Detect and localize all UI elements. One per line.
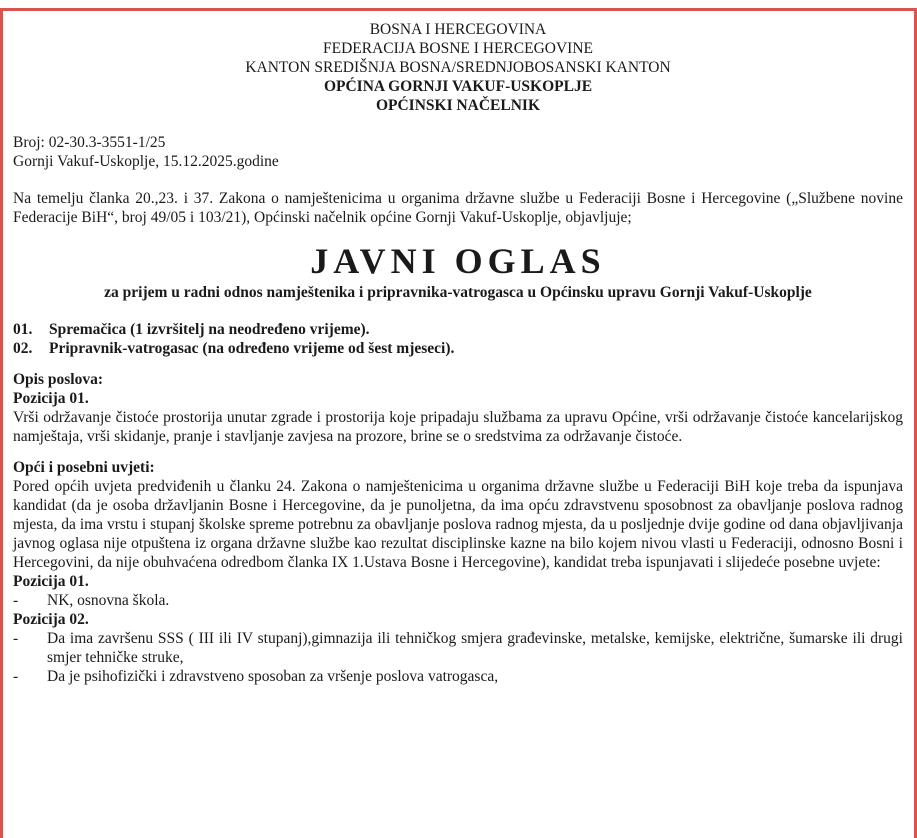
position-number: 02. xyxy=(13,340,33,357)
intro-paragraph: Na temelju članka 20.,23. i 37. Zakona o namještenicima u organima državne službe u Federaciji Bosne i Hercegovine („Službene novine Federacije BiH“, broj 49/05 i 103/21), Općinski načelnik općine Gornji Vakuf-Uskoplje, objavljuje; xyxy=(13,190,903,226)
header-federation: FEDERACIJA BOSNE I HERCEGOVINE xyxy=(323,40,593,57)
header-country: BOSNA I HERCEGOVINA xyxy=(369,21,547,38)
header-municipality: OPĆINA GORNJI VAKUF-USKOPLJE xyxy=(323,78,593,95)
border-left xyxy=(0,8,3,838)
place-date: Gornji Vakuf-Uskoplje, 15.12.2025.godine xyxy=(13,153,279,170)
requirements-position2-label: Pozicija 02. xyxy=(13,611,89,628)
job-description-heading: Opis poslova: xyxy=(13,371,104,388)
requirements-text: Pored općih uvjeta predviđenih u članku 24. Zakona o namještenicima u organima državne službe u Federaciji BiH koje treba da ispunjava kandidat (da je osoba državljanin Bosne i Hercegovine, da je punoljetna, da ima opću zdravstvenu sposobnost za obavljanje poslova radnog mjesta, da ima vrstu i stupanj školske spreme potrebnu za obavljanje poslova radnog mjesta, da u posljednje dvije godine od dana objavljivanja javnog oglasa nije otpuštena iz organa državne službe kao rezultat disciplinske kazne na bilo kojem nivou vlasti u Federaciji, odnosno Bosni i Hercegovini, da nije obuhvaćena odredbom članka IX 1.Ustava Bosne i Hercegovine), kandidat treba ispunjavati i slijedeće posebne uvjete: xyxy=(13,478,903,571)
positions-list xyxy=(13,320,903,358)
header-office: OPĆINSKI NAČELNIK xyxy=(375,97,541,114)
header-canton: KANTON SREDIŠNJA BOSNA/SREDNJOBOSANSKI KANTON xyxy=(245,59,671,76)
list-item xyxy=(13,629,903,667)
page-title: JAVNI OGLAS xyxy=(310,241,606,281)
list-item-text: Da ima završenu SSS ( III ili IV stupanj),gimnazija ili tehničkog smjera građevinske, metalske, kemijske, električne, šumarske ili drugi smjer tehničke struke, xyxy=(47,630,903,666)
position-item xyxy=(13,339,903,358)
page-subtitle: za prijem u radni odnos namještenika i pripravnika-vatrogasca u Općinsku upravu Gornji Vakuf-Uskoplje xyxy=(104,284,812,301)
position-item xyxy=(13,320,903,339)
document-meta xyxy=(13,133,903,171)
requirements-heading: Opći i posebni uvjeti: xyxy=(13,459,155,476)
position-text: Pripravnik-vatrogasac (na određeno vrijeme od šest mjeseci). xyxy=(49,340,455,357)
dash-bullet: - xyxy=(13,668,19,685)
list-item xyxy=(13,591,903,610)
position-text: Spremačica (1 izvršitelj na neodređeno vrijeme). xyxy=(49,321,370,338)
job-description-section xyxy=(13,370,903,446)
position-number: 01. xyxy=(13,321,33,338)
list-item-text: Da je psihofizički i zdravstveno sposoban za vršenje poslova vatrogasca, xyxy=(47,668,499,685)
requirements-section xyxy=(13,458,903,686)
list-item xyxy=(13,667,903,686)
document-content xyxy=(13,20,903,686)
list-item-text: NK, osnovna škola. xyxy=(47,592,170,609)
reference-number: Broj: 02-30.3-3551-1/25 xyxy=(13,134,166,151)
border-top xyxy=(0,8,917,11)
job-description-text: Vrši održavanje čistoće prostorija unutar zgrade i prostorija koje pripadaju službama za upravu Općine, vrši održavanje čistoće kancelarijskog namještaja, vrši skidanje, pranje i stavljanje zavjesa na prozore, brine se o sredstvima za održavanje čistoće. xyxy=(13,409,903,445)
dash-bullet: - xyxy=(13,630,19,647)
document-header xyxy=(13,20,903,115)
requirements-position1-label: Pozicija 01. xyxy=(13,573,89,590)
job-description-position-label: Pozicija 01. xyxy=(13,390,89,407)
dash-bullet: - xyxy=(13,592,19,609)
